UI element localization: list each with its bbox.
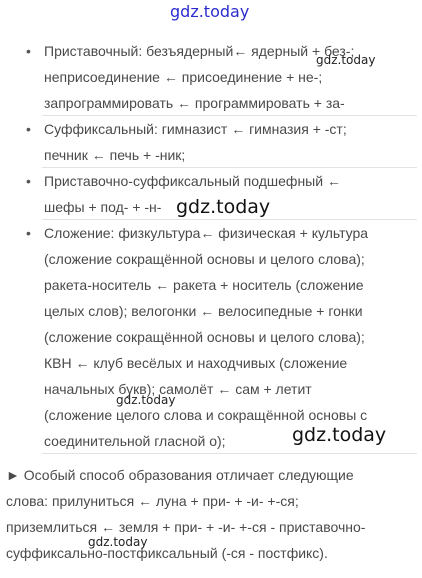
list-item-suffix (26, 116, 418, 168)
list-item-compounding (26, 220, 418, 454)
divider (42, 219, 417, 220)
note-paragraph: ► Особый способ образования отличает следующие слова: прилуниться ← луна + при- + -и- +-ся; приземлиться ← земля + при- + -и- +-ся - приставочно- суффиксально-постфиксальный (-ся - постфикс). (6, 467, 366, 561)
watermark: gdz.today (292, 424, 387, 446)
list-item-text: • Приставочно-суффиксальный подшефный ← шефы + под- + -н- (44, 173, 341, 215)
watermark: gdz.today (176, 196, 271, 218)
watermark: gdz.today (316, 53, 376, 67)
word-formation-list (26, 38, 418, 454)
list-item-text: • Приставочный: безъядерный← ядерный + без-; неприсоединение ← присоединение + не-; запрограммировать ← программировать + за- (44, 43, 355, 111)
watermark-top: gdz.today (170, 2, 250, 21)
list-item-prefix (26, 38, 418, 116)
list-item-text: • Сложение: физкультура← физическая + культура (сложение сокращённой основы и целого слова); ракета-носитель ← ракета + носитель (сложение целых слов); велогонки ← велосипедные + гонки (сложение сокращённой основы и целого слова); КВН ← клуб весёлых и находчивых (сложение начальных букв); самолёт ← сам + летит (сложение целого слова и сокращённой основы с соединительной гласной о); (44, 225, 369, 449)
divider (42, 167, 417, 168)
watermark: gdz.today (116, 393, 176, 407)
divider (42, 453, 417, 454)
divider (42, 115, 417, 116)
list-item-text: • Суффиксальный: гимназист ← гимназия + -ст; печник ← печь + -ник; (44, 121, 347, 163)
watermark: gdz.today (88, 535, 148, 549)
